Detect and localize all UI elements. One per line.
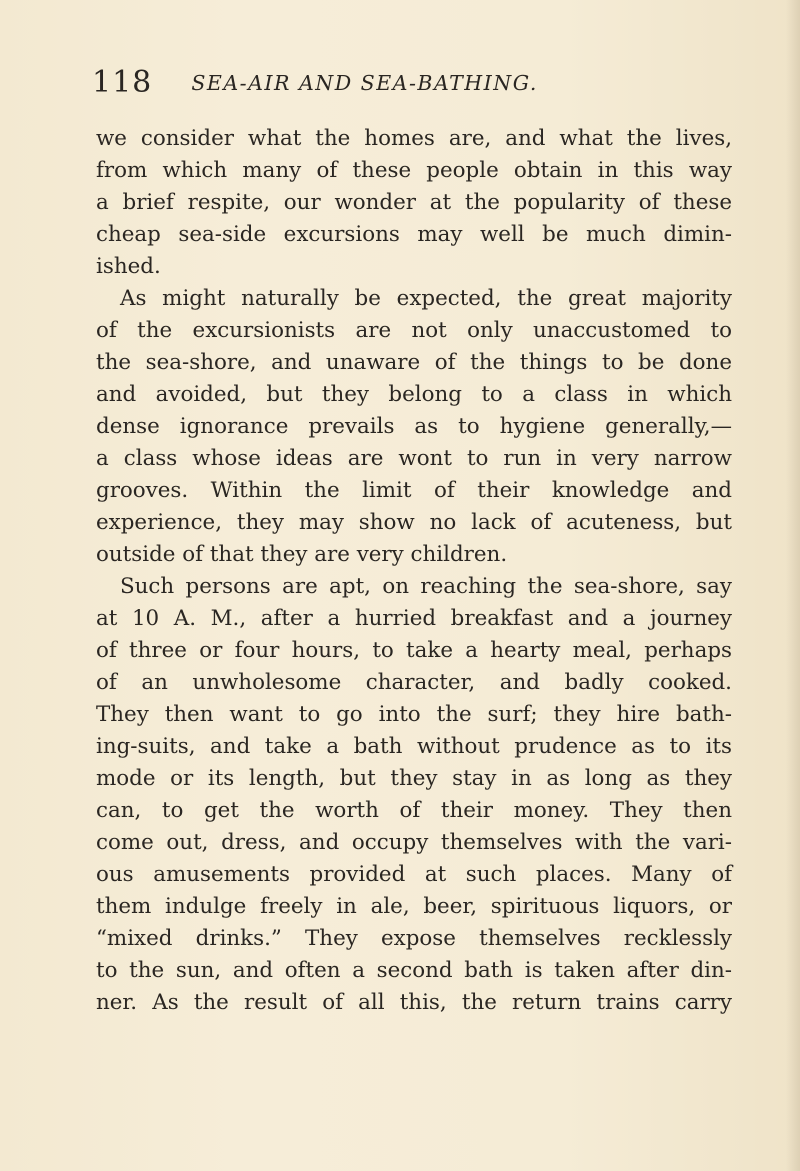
text-line: outside of that they are very children.	[96, 542, 508, 567]
text-line: ished.	[96, 254, 161, 279]
text-line: the sea-shore, and unaware of the things to be done	[96, 350, 732, 375]
running-title: SEA-AIR AND SEA-BATHING.	[191, 70, 538, 95]
text-line: of an unwholesome character, and badly cooked.	[96, 670, 732, 695]
text-line: They then want to go into the surf; they hire bath-	[96, 702, 732, 727]
text-line: to the sun, and often a second bath is taken after din-	[96, 958, 732, 983]
text-line: them indulge freely in ale, beer, spirituous liquors, or	[96, 894, 732, 919]
text-line: ing-suits, and take a bath without prudence as to its	[96, 734, 732, 759]
page-header	[92, 62, 712, 102]
text-line: a class whose ideas are wont to run in very narrow	[96, 446, 732, 471]
text-line: can, to get the worth of their money. They then	[96, 798, 732, 823]
text-line: dense ignorance prevails as to hygiene generally,—	[96, 414, 732, 439]
text-line: of three or four hours, to take a hearty meal, perhaps	[96, 638, 732, 663]
text-line: mode or its length, but they stay in as long as they	[96, 766, 732, 791]
text-line: at 10 A. M., after a hurried breakfast and a journey	[96, 606, 732, 631]
text-line: of the excursionists are not only unaccustomed to	[96, 318, 732, 343]
text-line: experience, they may show no lack of acuteness, but	[96, 510, 732, 535]
page-number: 118	[92, 64, 153, 100]
text-line: “mixed drinks.” They expose themselves recklessly	[96, 926, 732, 951]
text-line: grooves. Within the limit of their knowledge and	[96, 478, 732, 503]
page-edge-shadow	[786, 0, 800, 1171]
text-line: and avoided, but they belong to a class in which	[96, 382, 732, 407]
text-line: As might naturally be expected, the great majority	[120, 286, 732, 311]
text-line: from which many of these people obtain in this way	[96, 158, 732, 183]
text-line: we consider what the homes are, and what the lives,	[96, 126, 732, 151]
text-line: Such persons are apt, on reaching the sea-shore, say	[120, 574, 732, 599]
body-text	[96, 123, 732, 1019]
text-line: ous amusements provided at such places. Many of	[96, 862, 732, 887]
text-line: cheap sea-side excursions may well be much dimin-	[96, 222, 732, 247]
text-line: ner. As the result of all this, the return trains carry	[96, 990, 732, 1015]
text-line: a brief respite, our wonder at the popularity of these	[96, 190, 732, 215]
text-line: come out, dress, and occupy themselves with the vari-	[96, 830, 732, 855]
